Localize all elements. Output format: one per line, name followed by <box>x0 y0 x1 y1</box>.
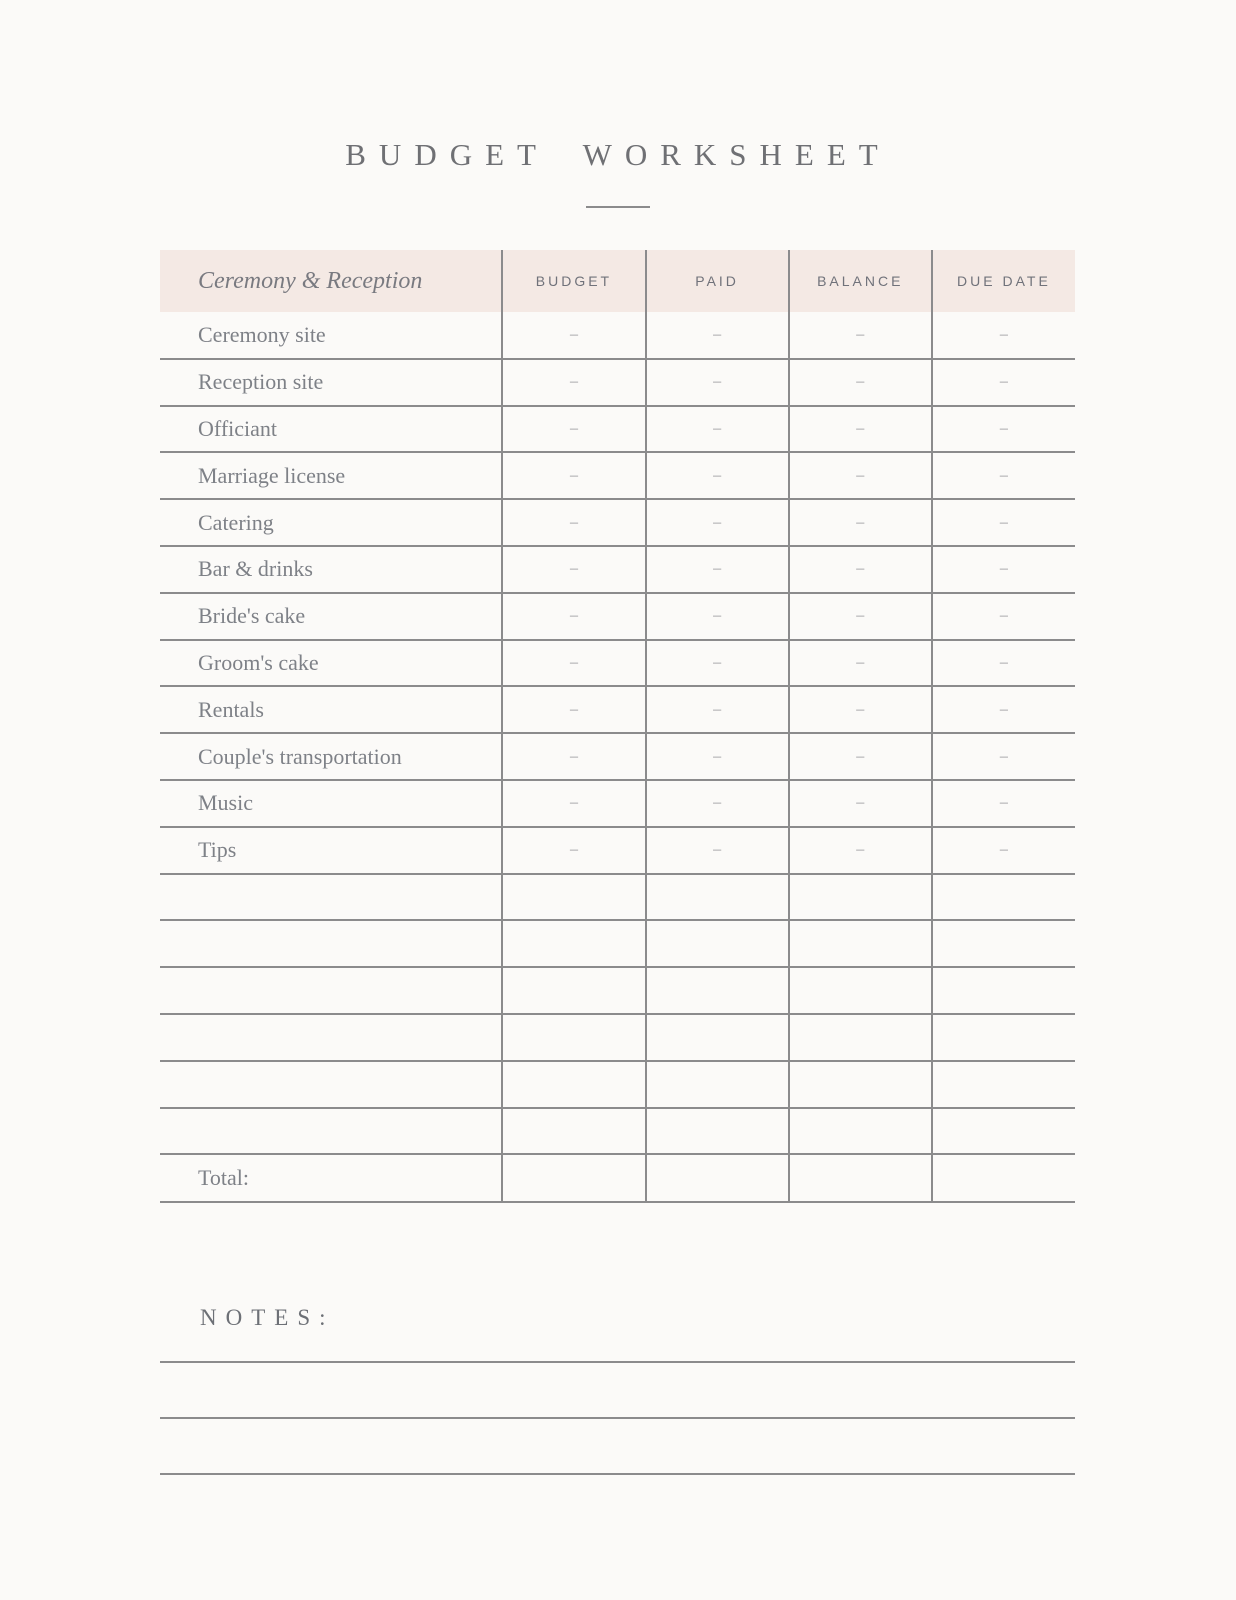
value-cell[interactable]: – <box>999 466 1008 484</box>
empty-row <box>160 967 1075 1014</box>
table-row <box>160 546 1075 593</box>
value-cell[interactable]: – <box>999 747 1008 765</box>
item-label-cell[interactable] <box>160 967 502 1014</box>
value-cell[interactable] <box>932 967 1075 1014</box>
total-value-cell[interactable] <box>502 1154 645 1202</box>
value-cell[interactable]: – <box>789 452 932 499</box>
value-cell[interactable] <box>789 874 932 921</box>
value-cell[interactable]: – <box>999 373 1008 391</box>
total-value-cell[interactable] <box>789 1154 932 1202</box>
value-cell[interactable]: – <box>789 640 932 687</box>
value-cell[interactable]: – <box>999 700 1008 718</box>
value-cell[interactable]: – <box>502 312 645 359</box>
empty-row <box>160 920 1075 967</box>
value-cell[interactable] <box>646 920 789 967</box>
value-cell[interactable] <box>932 1061 1075 1108</box>
value-cell[interactable]: – <box>789 686 932 733</box>
value-cell[interactable]: – <box>789 733 932 780</box>
item-label-cell[interactable] <box>160 874 502 921</box>
value-cell[interactable] <box>646 874 789 921</box>
page-title: BUDGET WORKSHEET <box>345 137 891 172</box>
value-cell[interactable]: – <box>646 686 789 733</box>
total-label-cell: Total: <box>160 1154 502 1202</box>
value-cell[interactable] <box>789 1108 932 1155</box>
table-row <box>160 593 1075 640</box>
notes-label: NOTES: <box>200 1305 335 1331</box>
value-cell[interactable] <box>932 1108 1075 1155</box>
notes-line[interactable] <box>160 1417 1075 1419</box>
value-cell[interactable]: – <box>789 499 932 546</box>
notes-section <box>160 1303 1075 1475</box>
budget-table <box>160 250 1075 1203</box>
value-cell[interactable]: – <box>789 593 932 640</box>
value-cell[interactable]: – <box>502 406 645 453</box>
value-cell[interactable] <box>789 1061 932 1108</box>
notes-line[interactable] <box>160 1361 1075 1363</box>
value-cell[interactable] <box>502 1014 645 1061</box>
item-label-cell: Ceremony site <box>160 312 502 359</box>
value-cell[interactable]: – <box>789 406 932 453</box>
item-label-cell: Tips <box>160 827 502 874</box>
value-cell[interactable]: – <box>646 359 789 406</box>
item-label-cell: Rentals <box>160 686 502 733</box>
value-cell[interactable] <box>502 920 645 967</box>
total-value-cell[interactable] <box>932 1154 1075 1202</box>
value-cell[interactable]: – <box>999 325 1008 343</box>
total-row <box>160 1154 1075 1202</box>
value-cell[interactable] <box>502 874 645 921</box>
value-cell[interactable]: – <box>646 499 789 546</box>
value-cell[interactable]: – <box>646 733 789 780</box>
value-cell[interactable]: – <box>502 593 645 640</box>
item-label-cell: Bar & drinks <box>160 546 502 593</box>
value-cell[interactable]: – <box>646 640 789 687</box>
value-cell[interactable] <box>932 920 1075 967</box>
item-label-cell[interactable] <box>160 1108 502 1155</box>
item-label-cell[interactable] <box>160 1014 502 1061</box>
item-label-cell: Catering <box>160 499 502 546</box>
value-cell[interactable]: – <box>646 827 789 874</box>
value-cell[interactable]: – <box>502 452 645 499</box>
item-label-cell: Marriage license <box>160 452 502 499</box>
empty-row <box>160 1061 1075 1108</box>
value-cell[interactable]: – <box>502 359 645 406</box>
empty-row <box>160 874 1075 921</box>
table-row <box>160 499 1075 546</box>
value-cell[interactable]: – <box>789 312 932 359</box>
notes-line[interactable] <box>160 1473 1075 1475</box>
table-row <box>160 312 1075 359</box>
item-label-cell[interactable] <box>160 1061 502 1108</box>
value-cell[interactable]: – <box>999 560 1008 578</box>
value-cell[interactable] <box>932 874 1075 921</box>
table-row <box>160 780 1075 827</box>
value-cell[interactable]: – <box>999 653 1008 671</box>
column-header-due-date: DUE DATE <box>932 250 1075 312</box>
value-cell[interactable] <box>646 967 789 1014</box>
value-cell[interactable]: – <box>646 780 789 827</box>
value-cell[interactable] <box>646 1108 789 1155</box>
value-cell[interactable]: – <box>999 419 1008 437</box>
value-cell[interactable] <box>789 1014 932 1061</box>
value-cell[interactable]: – <box>999 513 1008 531</box>
total-value-cell[interactable] <box>646 1154 789 1202</box>
value-cell[interactable]: – <box>646 406 789 453</box>
value-cell[interactable] <box>789 920 932 967</box>
table-row <box>160 827 1075 874</box>
value-cell[interactable]: – <box>999 841 1008 859</box>
table-row <box>160 452 1075 499</box>
table-row <box>160 406 1075 453</box>
value-cell[interactable]: – <box>999 794 1008 812</box>
title-divider <box>586 206 650 208</box>
column-header-balance: BALANCE <box>789 250 932 312</box>
value-cell[interactable]: – <box>502 499 645 546</box>
value-cell[interactable]: – <box>646 593 789 640</box>
value-cell[interactable]: – <box>789 780 932 827</box>
column-header-budget: BUDGET <box>502 250 645 312</box>
table-row <box>160 686 1075 733</box>
value-cell[interactable]: – <box>789 827 932 874</box>
value-cell[interactable]: – <box>999 607 1008 625</box>
value-cell[interactable] <box>932 1014 1075 1061</box>
value-cell[interactable] <box>789 967 932 1014</box>
value-cell[interactable] <box>502 1061 645 1108</box>
table-row <box>160 359 1075 406</box>
item-label-cell: Couple's transportation <box>160 733 502 780</box>
item-label-cell[interactable] <box>160 920 502 967</box>
value-cell[interactable] <box>502 1108 645 1155</box>
empty-row <box>160 1108 1075 1155</box>
value-cell[interactable]: – <box>502 686 645 733</box>
value-cell[interactable] <box>646 1061 789 1108</box>
value-cell[interactable]: – <box>502 827 645 874</box>
value-cell[interactable] <box>502 967 645 1014</box>
table-row <box>160 640 1075 687</box>
value-cell[interactable]: – <box>789 546 932 593</box>
value-cell[interactable]: – <box>502 733 645 780</box>
item-label-cell: Officiant <box>160 406 502 453</box>
empty-row <box>160 1014 1075 1061</box>
item-label-cell: Bride's cake <box>160 593 502 640</box>
column-header-paid: PAID <box>646 250 789 312</box>
value-cell[interactable]: – <box>646 452 789 499</box>
section-title: Ceremony & Reception <box>160 250 502 312</box>
item-label-cell: Reception site <box>160 359 502 406</box>
value-cell[interactable]: – <box>502 780 645 827</box>
item-label-cell: Groom's cake <box>160 640 502 687</box>
value-cell[interactable]: – <box>646 546 789 593</box>
value-cell[interactable]: – <box>646 312 789 359</box>
value-cell[interactable]: – <box>502 640 645 687</box>
item-label-cell: Music <box>160 780 502 827</box>
value-cell[interactable] <box>646 1014 789 1061</box>
table-header-row <box>160 250 1075 312</box>
table-row <box>160 733 1075 780</box>
value-cell[interactable]: – <box>502 546 645 593</box>
value-cell[interactable]: – <box>789 359 932 406</box>
